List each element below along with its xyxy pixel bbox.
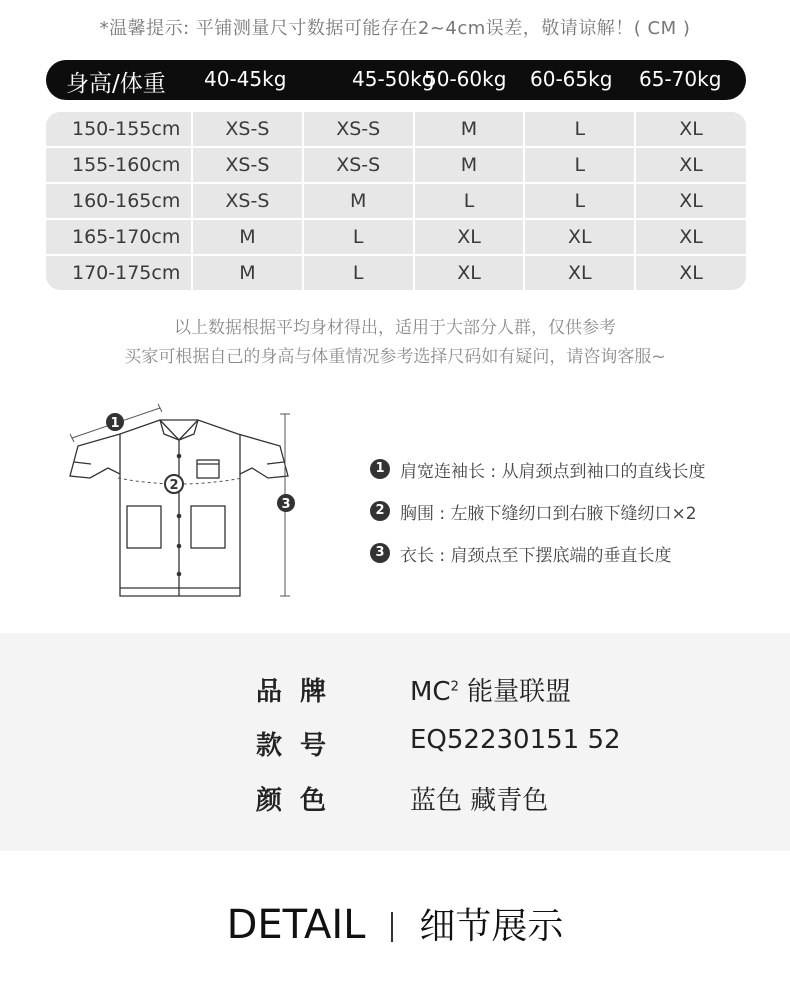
size-cell: L (303, 219, 414, 255)
height-cell: 150-155cm (46, 112, 192, 147)
size-cell: XL (635, 112, 746, 147)
svg-text:2: 2 (169, 478, 179, 493)
height-cell: 155-160cm (46, 147, 192, 183)
marker-3 (277, 494, 295, 512)
legend-text: 肩宽连袖长 : 从肩颈点到袖口的直线长度 (400, 461, 706, 482)
size-table-row (46, 219, 746, 255)
title-divider (391, 912, 393, 942)
brand-label: 品牌 (256, 677, 345, 707)
size-cell: XL (524, 255, 635, 290)
size-cell: XS-S (192, 147, 303, 183)
legend-text: 胸围 : 左腋下缝纫口到右腋下缝纫口×2 (400, 503, 697, 524)
size-table-header (46, 60, 746, 100)
legend-item (370, 448, 706, 490)
size-cell: XS-S (303, 147, 414, 183)
size-table (46, 112, 746, 290)
height-cell: 160-165cm (46, 183, 192, 219)
number-badge-icon: 3 (370, 543, 390, 563)
legend-text: 衣长 : 肩颈点至下摆底端的垂直长度 (400, 545, 672, 566)
header-weight-col: 40-45kg (204, 67, 287, 91)
coat-measurement-diagram (60, 398, 310, 608)
style-number-row (0, 725, 790, 765)
detail-section-title (0, 898, 790, 949)
legend-item (370, 490, 706, 532)
product-info-panel (0, 633, 790, 851)
size-cell: XL (635, 147, 746, 183)
style-number-label: 款号 (256, 731, 345, 761)
size-cell: XL (635, 183, 746, 219)
size-cell: XL (414, 219, 525, 255)
marker-2 (165, 475, 183, 493)
detail-title-cn: 细节展示 (419, 906, 564, 947)
height-cell: 165-170cm (46, 219, 192, 255)
size-cell: L (414, 183, 525, 219)
legend-item (370, 532, 706, 574)
color-label: 颜色 (256, 786, 345, 816)
height-cell: 170-175cm (46, 255, 192, 290)
marker-1 (106, 413, 124, 431)
header-weight-col: 65-70kg (639, 67, 722, 91)
header-weight-col: 50-60kg (424, 67, 507, 91)
number-badge-icon: 1 (370, 459, 390, 479)
color-row (0, 780, 790, 820)
note-line: 以上数据根据平均身材得出，适用于大部分人群，仅供参考 (174, 318, 616, 338)
size-cell: XL (524, 219, 635, 255)
size-cell: XL (679, 261, 703, 284)
brand-row (0, 671, 790, 711)
brand-value: $MC^2$ 能量联盟 (410, 677, 572, 707)
size-cell: M (192, 255, 303, 290)
size-table-row (46, 183, 746, 219)
size-cell: XL (414, 255, 525, 290)
note-line: 买家可根据自己的身高与体重情况参考选择尺码如有疑问，请咨询客服~ (124, 347, 666, 367)
size-cell: L (524, 112, 635, 147)
header-height-weight-label: 身高/体重 (66, 71, 166, 97)
header-weight-col: 45-50kg (352, 67, 435, 91)
size-table-row (46, 255, 746, 290)
size-notes (0, 314, 790, 372)
size-cell: XS-S (192, 112, 303, 147)
color-value: 蓝色 藏青色 (410, 786, 549, 816)
size-cell: XS-S (192, 183, 303, 219)
measurement-notice: *温馨提示: 平铺测量尺寸数据可能存在2~4cm误差，敬请谅解！( CM ) (99, 18, 691, 39)
number-badge-icon: 2 (370, 501, 390, 521)
size-cell: L (303, 255, 414, 290)
svg-text:3: 3 (281, 497, 291, 512)
size-cell: M (414, 112, 525, 147)
size-cell: M (414, 147, 525, 183)
size-table-row (46, 147, 746, 183)
size-cell: XL (635, 219, 746, 255)
size-cell: XS-S (303, 112, 414, 147)
size-cell: M (303, 183, 414, 219)
detail-title-en: DETAIL (226, 902, 366, 948)
size-table-row (46, 112, 746, 147)
header-weight-col: 60-65kg (530, 67, 613, 91)
size-cell: L (524, 147, 635, 183)
style-number-value: EQ52230151 52 (410, 725, 621, 755)
size-cell: L (524, 183, 635, 219)
svg-text:1: 1 (110, 416, 120, 431)
size-cell: M (192, 219, 303, 255)
measurement-legend (370, 448, 706, 574)
